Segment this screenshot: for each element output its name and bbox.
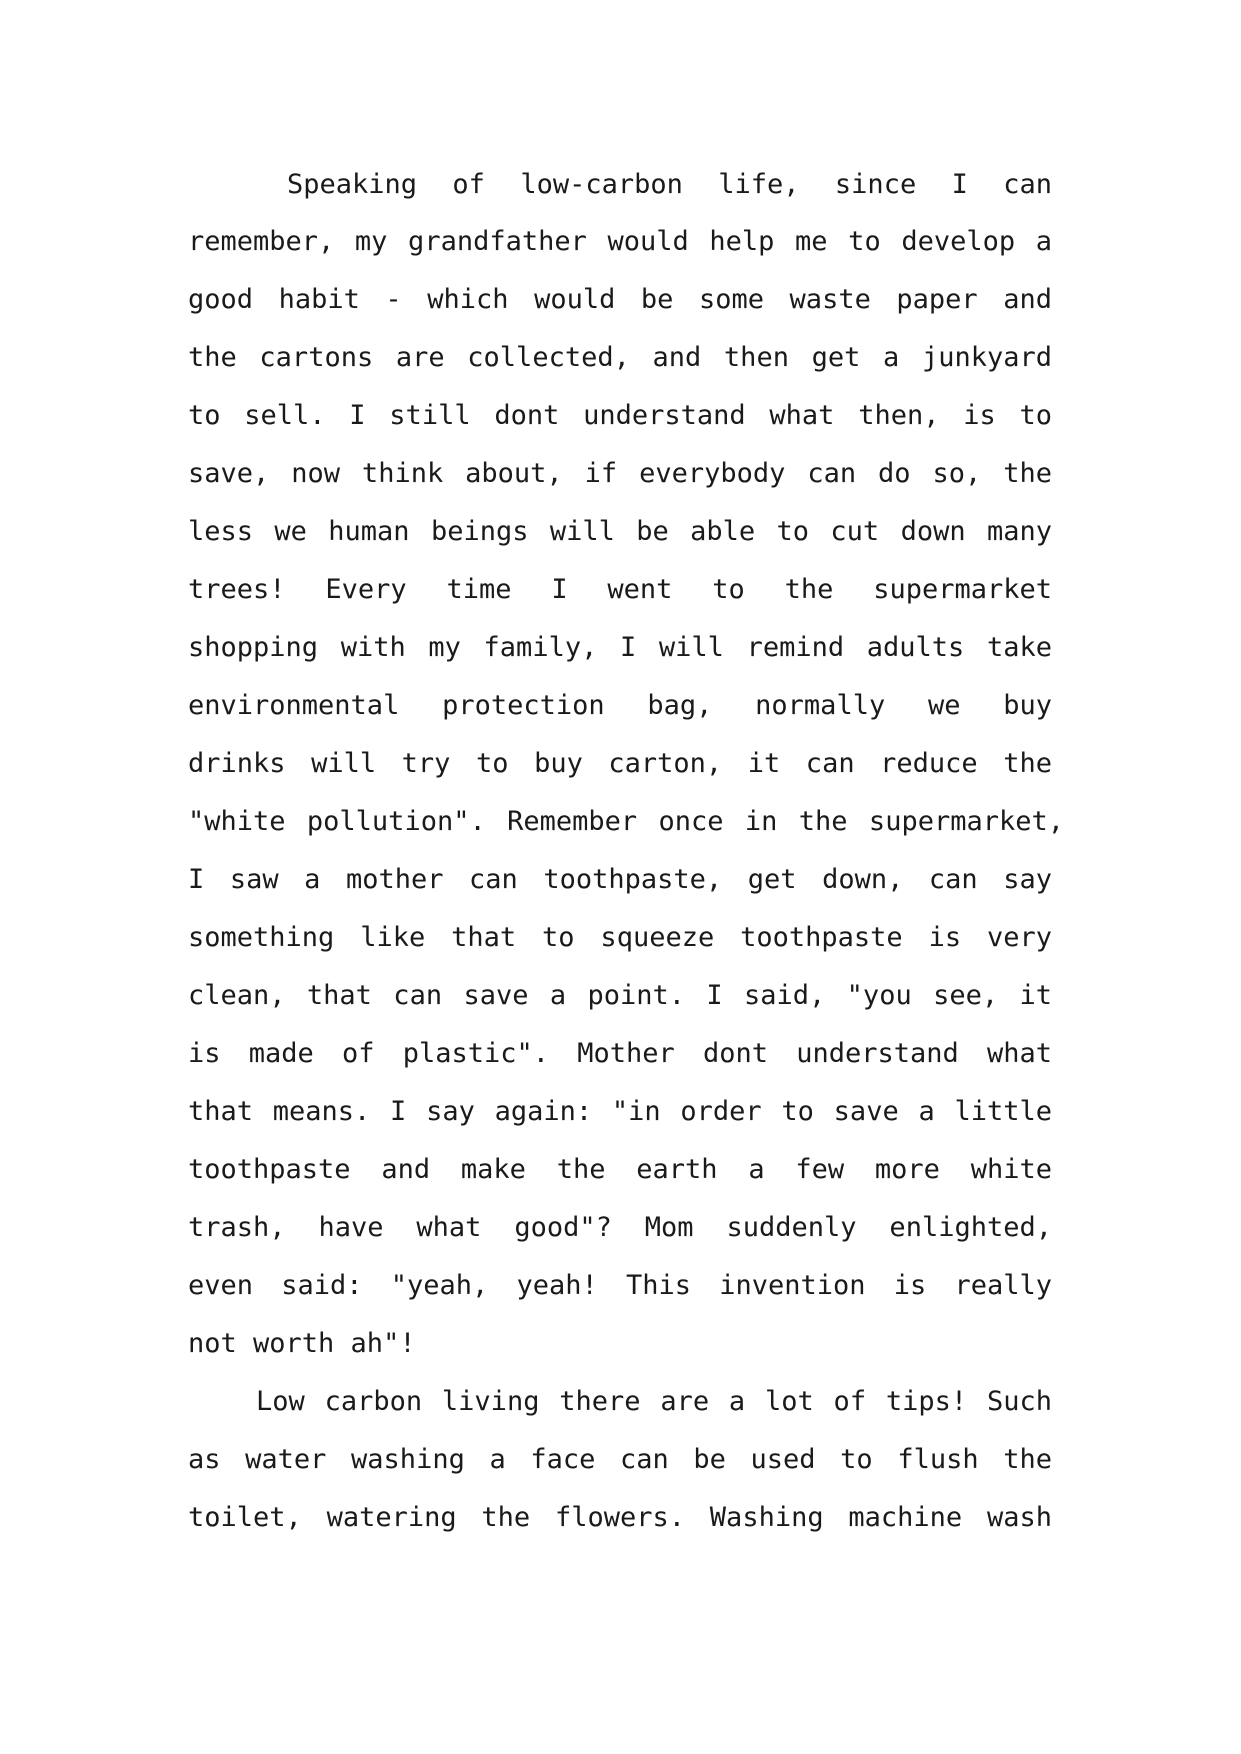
text-line: Low carbon living there are a lot of tips! Such bbox=[256, 1386, 1052, 1417]
text-line: Speaking of low-carbon life, since I can bbox=[287, 169, 1052, 200]
text-line: trash, have what good"? Mom suddenly enlighted, bbox=[188, 1212, 1052, 1243]
text-line: even said: "yeah, yeah! This invention is really bbox=[188, 1270, 1052, 1301]
text-line: less we human beings will be able to cut down many bbox=[188, 516, 1052, 547]
text-line: to sell. I still dont understand what then, is to bbox=[188, 400, 1052, 431]
text-line: I saw a mother can toothpaste, get down, can say bbox=[188, 864, 1052, 895]
text-line: something like that to squeeze toothpaste is very bbox=[188, 922, 1052, 953]
text-line: good habit - which would be some waste paper and bbox=[188, 284, 1052, 315]
text-line: clean, that can save a point. I said, "you see, it bbox=[188, 980, 1052, 1011]
text-line: is made of plastic". Mother dont understand what bbox=[188, 1038, 1052, 1069]
text-line: not worth ah"! bbox=[188, 1328, 416, 1359]
text-line: remember, my grandfather would help me to develop a bbox=[188, 226, 1052, 257]
text-line: toothpaste and make the earth a few more white bbox=[188, 1154, 1052, 1185]
text-line: that means. I say again: "in order to save a little bbox=[188, 1096, 1052, 1127]
text-line: the cartons are collected, and then get a junkyard bbox=[188, 342, 1052, 373]
text-line: drinks will try to buy carton, it can reduce the bbox=[188, 748, 1052, 779]
text-line: "white pollution". Remember once in the supermarket, bbox=[188, 806, 1064, 837]
text-line: as water washing a face can be used to flush the bbox=[188, 1444, 1052, 1475]
text-line: toilet, watering the flowers. Washing machine wash bbox=[188, 1502, 1052, 1533]
text-line: save, now think about, if everybody can do so, the bbox=[188, 458, 1052, 489]
text-line: trees! Every time I went to the supermarket bbox=[188, 574, 1052, 605]
text-line: shopping with my family, I will remind adults take bbox=[188, 632, 1052, 663]
text-line: environmental protection bag, normally we buy bbox=[188, 690, 1052, 721]
